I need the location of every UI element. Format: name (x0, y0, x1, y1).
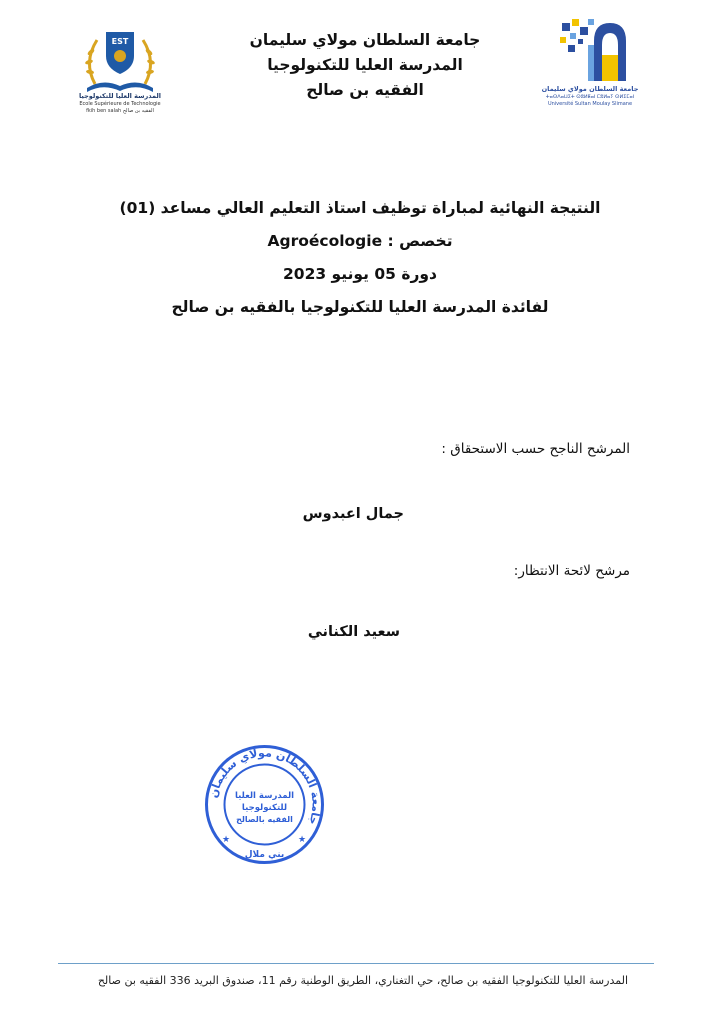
header-university: جامعة السلطان مولاي سليمان (249, 31, 481, 49)
est-badge-text: EST (111, 37, 129, 46)
session-date: دورة 05 يونيو 2023 (283, 265, 437, 283)
est-logo-sub: fkih ben salah الفقيه بن صالح (86, 108, 154, 114)
stamp-ring-text: جامعة السلطان مولاي سليمان (206, 746, 323, 827)
footer-divider (58, 963, 654, 964)
beneficiary-line: لفائدة المدرسة العليا للتكنولوجيا بالفقيه بن صالح (171, 298, 549, 316)
specialty-line: تخصص : Agroécologie (267, 232, 453, 250)
header-school: المدرسة العليا للتكنولوجيا (267, 56, 463, 74)
stamp-star-right-icon: ★ (298, 835, 307, 845)
result-title: النتيجة النهائية لمباراة توظيف استاذ التعليم العالي مساعد (01) (119, 199, 601, 217)
stamp-star-left-icon: ★ (222, 835, 231, 845)
waitlist-candidate-name: سعيد الكناني (307, 624, 400, 640)
university-logo-latin: Université Sultan Moulay Slimane (547, 101, 633, 107)
est-logo (65, 22, 175, 117)
waitlist-candidate-label: مرشح لائحة الانتظار: (513, 563, 630, 579)
official-stamp-icon (202, 742, 327, 867)
stamp-center-line2: للتكنولوجيا (241, 803, 288, 813)
merit-candidate-name: جمال اعبدوس (302, 506, 404, 522)
est-logo-french: Ecole Supérieure de Technologie (79, 101, 161, 107)
merit-candidate-label: المرشح الناجح حسب الاستحقاق : (441, 441, 630, 457)
header-city: الفقيه بن صالح (306, 81, 424, 99)
official-stamp (202, 742, 327, 867)
stamp-bottom-text: بني ملال (244, 850, 285, 860)
university-logo-tifinagh: ⵜⴰⵙⴷⴰⵡⵉⵜ ⵙⵓⵍⵟⴰⵏ ⵎⵓⵍⴰⵢ ⵙⵍⵉⵎⴰⵏ (545, 94, 635, 100)
university-logo (540, 15, 640, 110)
institution-header (220, 28, 510, 103)
university-logo-arabic: جامعة السلطان مولاي سليمان (541, 85, 639, 93)
footer-address: المدرسة العليا للتكنولوجيا الفقيه بن صالح، حي التغناري، الطريق الوطنية رقم 11، صندوق البريد 336 الفقيه بن صالح (97, 974, 628, 987)
stamp-center-line1: المدرسة العليا (234, 791, 295, 801)
university-emblem-icon (540, 15, 640, 87)
stamp-center-line3: الفقيه بالصالح (236, 815, 293, 824)
result-title-block (110, 192, 610, 324)
est-logo-arabic: المدرسة العليا للتكنولوجيا (78, 92, 162, 100)
